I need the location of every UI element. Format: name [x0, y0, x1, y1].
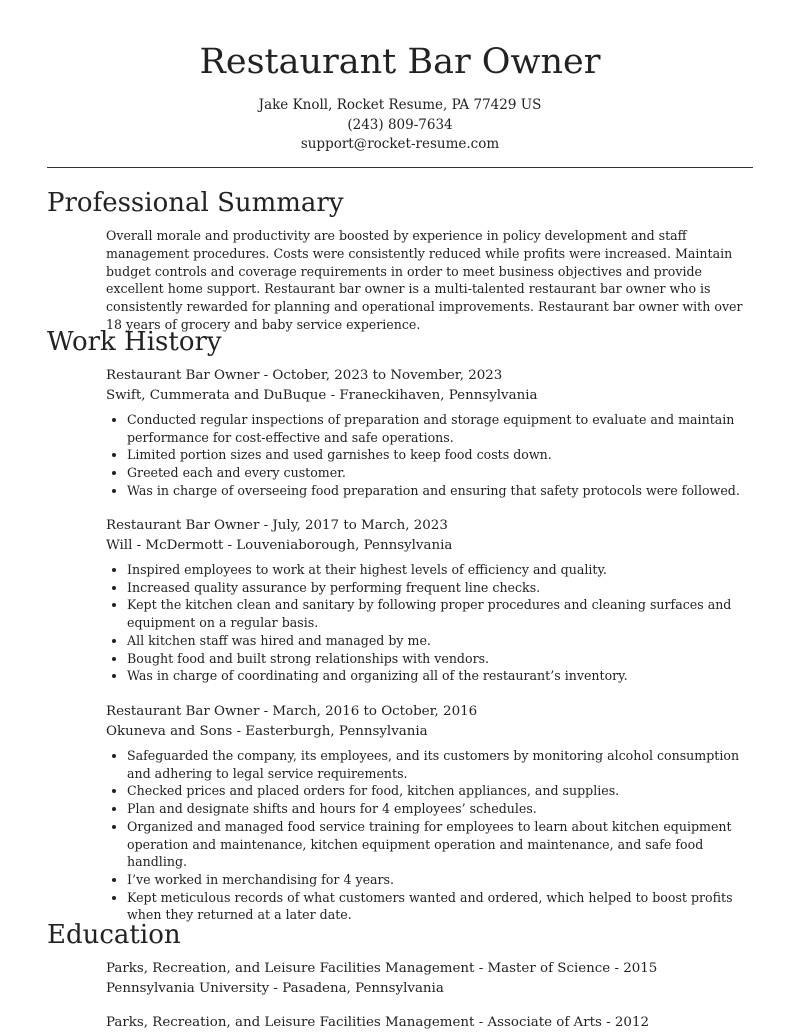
- candidate-title: Restaurant Bar Owner: [199, 42, 601, 82]
- job-company: Okuneva and Sons - Easterburgh, Pennsylvania: [106, 723, 428, 739]
- job-bullet: • Organized and managed food service training for employees to learn about kitchen equipment operation and maintenance, kitchen equipment operation and maintenance, and safe food handling.: [127, 818, 756, 871]
- job-heading: Restaurant Bar Owner - October, 2023 to November, 2023: [106, 368, 503, 383]
- contact-phone: (243) 809-7634: [347, 116, 453, 133]
- contact-address: Jake Knoll, Rocket Resume, PA 77429 US: [258, 97, 542, 113]
- job-entry: [106, 366, 756, 500]
- job-bullet: • Increased quality assurance by performing frequent line checks.: [127, 579, 756, 597]
- summary-text: Overall morale and productivity are boosted by experience in policy development and staff management procedures. Costs were consistently reduced while profits were increased. Maintain budget controls and coverage requirements in order to meet business objectives and provide excellent home support. Restaurant bar owner is a multi-talented restaurant bar owner who is consistently rewarded for planning and operational improvements. Restaurant bar owner with over 18 years of grocery and baby service experience.: [106, 228, 743, 332]
- work-history-heading: Work History: [47, 327, 222, 357]
- job-heading: Restaurant Bar Owner - March, 2016 to October, 2016: [106, 704, 478, 719]
- job-bullet: • Bought food and built strong relationships with vendors.: [127, 650, 756, 668]
- job-heading: Restaurant Bar Owner - July, 2017 to March, 2023: [106, 518, 448, 533]
- job-bullet: • Safeguarded the company, its employees, and its customers by monitoring alcohol consumption and adhering to legal service requirements.: [127, 747, 756, 782]
- job-bullet: • Greeted each and every customer.: [127, 464, 756, 482]
- education-school: Pennsylvania University - Pasadena, Pennsylvania: [106, 980, 444, 996]
- header-divider: [47, 167, 753, 168]
- job-bullet: • Plan and designate shifts and hours for 4 employees’ schedules.: [127, 800, 756, 818]
- job-bullets: [106, 411, 756, 500]
- job-bullets: [106, 561, 756, 685]
- job-bullet: • Conducted regular inspections of preparation and storage equipment to evaluate and maintain performance for cost-effective and safe operations.: [127, 411, 756, 446]
- job-bullet: • Kept the kitchen clean and sanitary by following proper procedures and cleaning surfaces and equipment on a regular basis.: [127, 596, 756, 631]
- job-bullet: • Inspired employees to work at their highest levels of efficiency and quality.: [127, 561, 756, 579]
- job-company: Will - McDermott - Louveniaborough, Pennsylvania: [106, 537, 453, 553]
- education-degree: Parks, Recreation, and Leisure Facilities Management - Master of Science - 2015: [106, 961, 658, 976]
- education-entry: [106, 1013, 756, 1033]
- education-heading: Education: [47, 920, 181, 950]
- job-bullets: [106, 747, 756, 924]
- job-bullet: • Checked prices and placed orders for food, kitchen appliances, and supplies.: [127, 782, 756, 800]
- job-entry: [106, 702, 756, 924]
- contact-block: [0, 96, 800, 155]
- education-entry: [106, 959, 756, 998]
- contact-email: support@rocket-resume.com: [300, 136, 500, 152]
- education-degree: Parks, Recreation, and Leisure Facilities Management - Associate of Arts - 2012: [106, 1015, 649, 1030]
- job-bullet: • Limited portion sizes and used garnishes to keep food costs down.: [127, 446, 756, 464]
- job-bullet: • Was in charge of overseeing food preparation and ensuring that safety protocols were followed.: [127, 482, 756, 500]
- job-bullet: • Was in charge of coordinating and organizing all of the restaurant’s inventory.: [127, 667, 756, 685]
- resume-header: [0, 0, 800, 155]
- job-bullet: • I’ve worked in merchandising for 4 years.: [127, 871, 756, 889]
- job-bullet: • All kitchen staff was hired and managed by me.: [127, 632, 756, 650]
- job-company: Swift, Cummerata and DuBuque - Franeckihaven, Pennsylvania: [106, 387, 538, 403]
- job-bullet: • Kept meticulous records of what customers wanted and ordered, which helped to boost profits when they returned at a later date.: [127, 889, 756, 924]
- job-entry: [106, 516, 756, 685]
- summary-heading: Professional Summary: [47, 188, 344, 218]
